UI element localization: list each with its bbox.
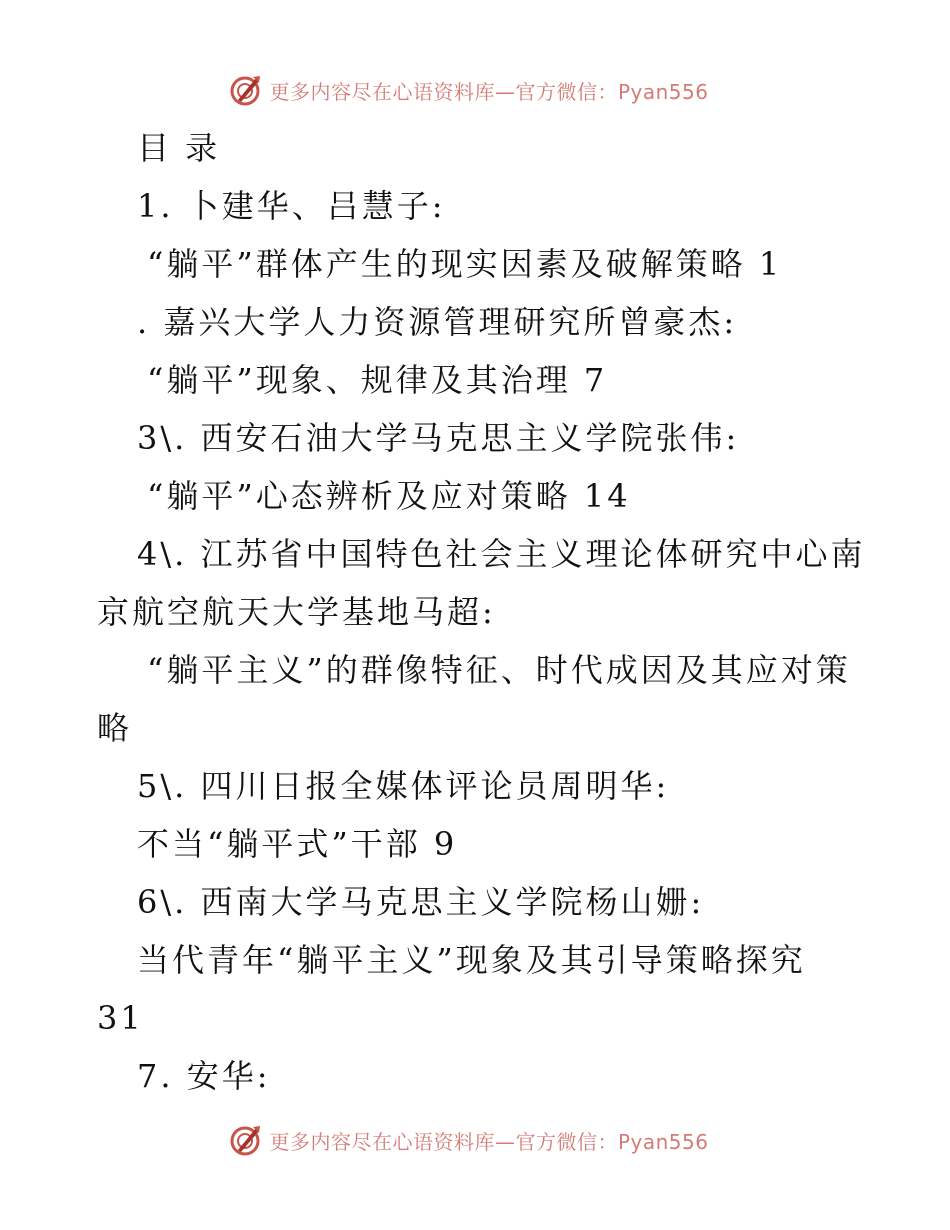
toc-entry-6-page: 31 [97,999,144,1037]
header-watermark-banner [0,70,950,110]
toc-entry-5-author: 5\. 四川日报全媒体评论员周明华: [137,767,670,805]
toc-entry-3-author: 3\. 西安石油大学马克思主义学院张伟: [137,419,740,457]
toc-entry-1-title: “躺平”群体产生的现实因素及破解策略 1 [147,245,783,283]
toc-entry-2-title: “躺平”现象、规律及其治理 7 [147,361,608,399]
header-watermark-text: 更多内容尽在心语资料库—官方微信：Pyan556 [269,79,709,104]
footer-watermark-banner [0,1120,950,1160]
toc-entry-4-title-cont: 略 [97,709,133,747]
toc-entry-5-title: 不当“躺平式”干部 9 [137,825,458,863]
quill-logo-icon [229,73,263,107]
toc-entry-6-author: 6\. 西南大学马克思主义学院杨山姗: [137,883,705,921]
toc-entry-6-title: 当代青年“躺平主义”现象及其引导策略探究 [137,941,806,979]
toc-entry-3-title: “躺平”心态辨析及应对策略 14 [147,477,631,515]
toc-entry-7-author: 7. 安华: [137,1057,271,1095]
quill-logo-icon [229,1123,263,1157]
toc-title: 目 录 [137,129,221,167]
toc-entry-4-author-cont: 京航空航天大学基地马超: [97,593,496,631]
footer-watermark-text: 更多内容尽在心语资料库—官方微信：Pyan556 [269,1129,709,1154]
toc-entry-4-title: “躺平主义”的群像特征、时代成因及其应对策 [147,651,851,689]
toc-entry-1-author: 1. 卜建华、吕慧子: [137,187,446,225]
toc-entry-4-author: 4\. 江苏省中国特色社会主义理论体研究中心南 [137,535,866,573]
toc-entry-2-author: . 嘉兴大学人力资源管理研究所曾豪杰: [137,303,738,341]
